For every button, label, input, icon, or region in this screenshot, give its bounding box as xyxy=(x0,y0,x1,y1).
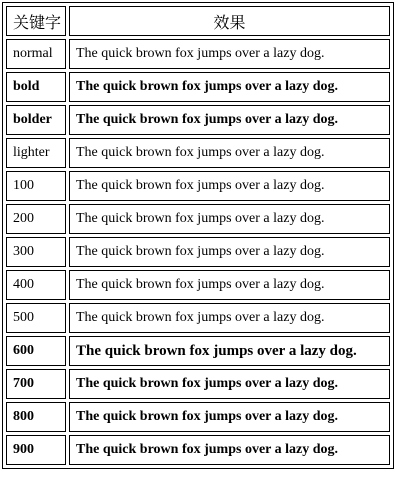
table-row xyxy=(6,105,390,135)
keyword-column-header: 关键字 xyxy=(6,6,66,36)
sample-cell: The quick brown fox jumps over a lazy dog. xyxy=(69,303,390,333)
keyword-cell: 600 xyxy=(6,336,66,366)
keyword-cell: 500 xyxy=(6,303,66,333)
sample-cell: The quick brown fox jumps over a lazy dog. xyxy=(69,237,390,267)
keyword-cell: lighter xyxy=(6,138,66,168)
table-row xyxy=(6,369,390,399)
table-row xyxy=(6,402,390,432)
table-row xyxy=(6,270,390,300)
font-weight-table xyxy=(2,2,394,469)
sample-cell: The quick brown fox jumps over a lazy dog. xyxy=(69,270,390,300)
effect-column-header: 效果 xyxy=(69,6,390,36)
table-row xyxy=(6,204,390,234)
sample-cell: The quick brown fox jumps over a lazy dog. xyxy=(69,402,390,432)
keyword-cell: 800 xyxy=(6,402,66,432)
sample-cell: The quick brown fox jumps over a lazy dog. xyxy=(69,72,390,102)
table-row xyxy=(6,336,390,366)
table-row xyxy=(6,435,390,465)
sample-cell: The quick brown fox jumps over a lazy dog. xyxy=(69,39,390,69)
keyword-cell: 100 xyxy=(6,171,66,201)
keyword-cell: bold xyxy=(6,72,66,102)
header-row xyxy=(6,6,390,36)
sample-cell: The quick brown fox jumps over a lazy dog. xyxy=(69,204,390,234)
table-row xyxy=(6,138,390,168)
keyword-cell: 900 xyxy=(6,435,66,465)
table-row xyxy=(6,171,390,201)
sample-cell: The quick brown fox jumps over a lazy dog. xyxy=(69,138,390,168)
keyword-cell: 300 xyxy=(6,237,66,267)
keyword-cell: bolder xyxy=(6,105,66,135)
table-row xyxy=(6,72,390,102)
keyword-cell: 400 xyxy=(6,270,66,300)
sample-cell: The quick brown fox jumps over a lazy dog. xyxy=(69,105,390,135)
table-row xyxy=(6,237,390,267)
keyword-cell: 200 xyxy=(6,204,66,234)
sample-cell: The quick brown fox jumps over a lazy dog. xyxy=(69,369,390,399)
table-row xyxy=(6,39,390,69)
sample-cell: The quick brown fox jumps over a lazy dog. xyxy=(69,435,390,465)
keyword-cell: normal xyxy=(6,39,66,69)
sample-cell: The quick brown fox jumps over a lazy dog. xyxy=(69,336,390,366)
sample-cell: The quick brown fox jumps over a lazy dog. xyxy=(69,171,390,201)
keyword-cell: 700 xyxy=(6,369,66,399)
table-row xyxy=(6,303,390,333)
